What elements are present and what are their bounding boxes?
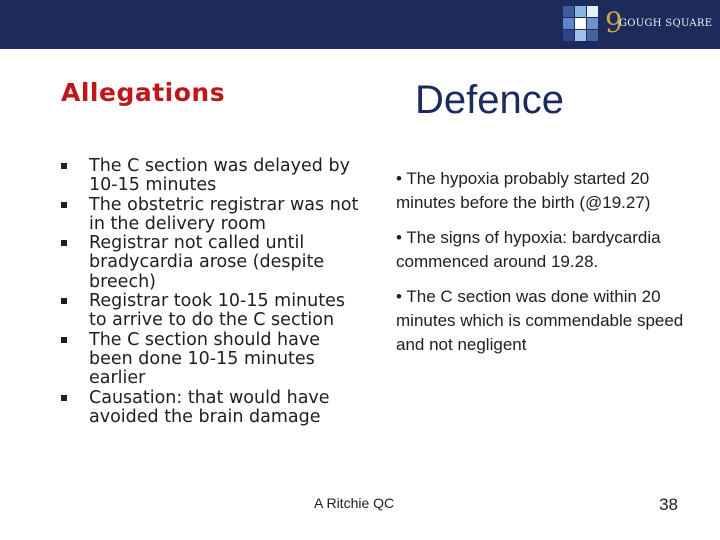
header-bar: [0, 0, 720, 49]
square-bullet-icon: [61, 298, 67, 304]
square-bullet-icon: [61, 163, 67, 169]
defence-heading: Defence: [415, 78, 564, 122]
list-item-text: The obstetric registrar was not in the delivery room: [89, 194, 359, 234]
list-item-text: The C section was delayed by 10-15 minutes: [89, 156, 350, 196]
list-item-text: Registrar not called until bradycardia arose (despite breech): [89, 233, 325, 292]
defence-point: • The C section was done within 20 minutes which is commendable speed and not negligent: [396, 287, 684, 354]
gough-square-logo: [563, 6, 713, 42]
allegations-list: [60, 157, 365, 427]
allegations-heading: Allegations: [61, 78, 226, 107]
square-bullet-icon: [61, 337, 67, 343]
square-bullet-icon: [61, 240, 67, 246]
slide-number: 38: [659, 495, 678, 514]
list-item-text: Registrar took 10-15 minutes to arrive to do the C section: [89, 291, 345, 331]
list-item: [60, 234, 365, 292]
logo-numeral: 9: [605, 6, 623, 39]
defence-point: • The signs of hypoxia: bardycardia commenced around 19.28.: [396, 228, 661, 271]
list-item: [60, 331, 365, 389]
list-item-text: Causation: that would have avoided the brain damage: [89, 387, 330, 427]
author-footer: A Ritchie QC: [314, 495, 395, 511]
list-item: [60, 157, 365, 196]
list-item-text: The C section should have been done 10-15 minutes earlier: [89, 329, 320, 389]
logo-mosaic-icon: [563, 6, 599, 42]
defence-points: [396, 167, 696, 368]
square-bullet-icon: [61, 395, 67, 401]
square-bullet-icon: [61, 202, 67, 208]
list-item: [60, 292, 365, 331]
logo-text: GOUGH SQUARE: [619, 18, 713, 29]
list-item: [60, 389, 365, 428]
defence-point: • The hypoxia probably started 20 minutes before the birth (@19.27): [396, 169, 651, 212]
list-item: [60, 196, 365, 235]
